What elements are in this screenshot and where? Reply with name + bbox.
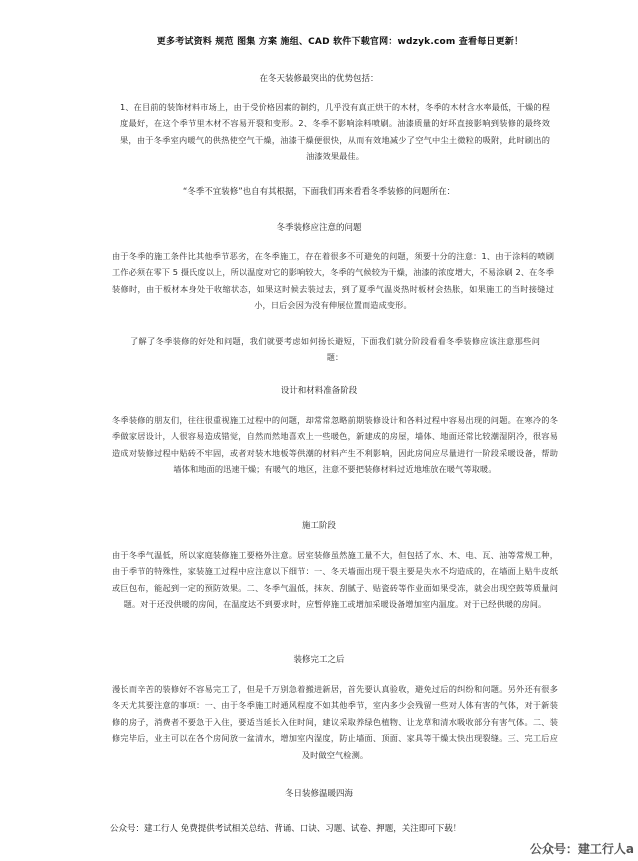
design-paragraph: 冬季装修的朋友们，往往很重视施工过程中的问题，却常常忽略前期装修设计和各料过程中容易出现的问题。在寒冷的冬季做家居设计，人很容易造成错觉，自然而然地喜欢上一些暖色，新建成的房屋，墙体、地面还常比较潮湿阴冷，很容易造成对装修过程中贴砖不牢固，或者对装木地板等供潮的材料产生不利影响，因此房间应尽量进行一阶段采暖设备，帮助墙体和地面的迅速干燥；有暖气的地区，注意不要把装修材料过近地堆放在暖气等取暖。: [112, 415, 558, 475]
transition-text: “冬季不宜装修”也自有其根据，下面我们再来看看冬季装修的问题所在：: [182, 187, 456, 197]
after-paragraph: 漫长而辛苦的装修好不容易完工了，但是千万别急着搬进新居，首先要认真验收，避免过后的纠纷和问题。另外还有很多冬天尤其要注意的事项：一、由于冬季施工时通风程度不如其他季节，室内多少会残留一些对人体有害的气体，对于新装修的房子，消费者不要急于入住，要适当延长入住时间，建议采取养绿色植物、让龙草和清水吸收部分有害气体。二、装修完毕后，业主可以在各个房间放一盆清水，增加室内湿度，防止墙面、顶面、家具等干燥太快出现裂缝。三、完工后应及时做空气检测。: [112, 684, 558, 760]
construction-paragraph: 由于冬季气温低，所以家庭装修施工要格外注意。居室装修虽然施工量不大，但包括了水、木、电、瓦、油等常规工种，由于季节的特殊性，家装施工过程中应注意以下细节：一、冬天墙面出现干裂主要是失水不均造成的，在墙面上贴牛皮纸或巨包布，能起到一定的预防效果。二、冬季气温低，抹灰、刮腻子、贴瓷砖等作业面如果受冻，就会出现空鼓等质量问题。对于还没供暖的房间，在温度达不到要求时，应暂停施工或增加采暖设备增加室内温度。对于已经供暖的房间。: [112, 550, 558, 610]
footer-text: 公众号：建工行人 免费提供考试相关总结、背诵、口诀、习题、试卷、押题，关注即可下载！: [110, 824, 462, 834]
understanding-paragraph: 了解了冬季装修的好处和问题，我们就要考虑如何扬长避短，下面我们就分阶段看看冬季装修应该注意那些问题：: [130, 336, 540, 363]
header-banner: 更多考试资料 规范 图集 方案 施组、CAD 软件下载官网：wdzyk.com 查看每日更新！: [156, 37, 524, 47]
intro-paragraph: 1、在目前的装饰材料市场上，由于受价格因素的制约，几乎没有真正烘干的木材，冬季的木材含水率最低，干燥的程度最好，在这个季节里木材不容易开裂和变形。2、冬季不影响涂料喷刷。油漆质量的好坏直接影响到装修的最终效果，由于冬季室内暖气的供热使空气干燥，油漆干燥便很快，从而有效地减少了空气中尘土微粒的吸附，此时刷出的油漆效果最佳。: [120, 102, 550, 162]
construction-title: 施工阶段: [301, 521, 336, 531]
notes-paragraph: 由于冬季的施工条件比其他季节恶劣，在冬季施工，存在着很多不可避免的问题，须要十分的注意：1、由于涂料的喷刷工作必须在零下 5 摄氏度以上，所以温度对它的影响较大，冬季的气候较为干燥，油漆的浓度增大，不易涂刷 2、在冬季装修时，由于板材本身处于收缩状态，如果这时候去装过去，到了夏季气温炎热时板材会热胀，如果施工的当时接缝过小，日后会因为没有伸展位置而造成变形。: [112, 251, 554, 311]
notes-title: 冬季装修应注意的问题: [276, 223, 362, 233]
watermark-text: 公众号：建工行人a: [529, 842, 634, 856]
intro-title: 在冬天装修最突出的优势包括：: [259, 74, 379, 84]
after-title: 装修完工之后: [293, 655, 345, 665]
closing-title: 冬日装修温暖四海: [284, 789, 353, 799]
design-title: 设计和材料准备阶段: [280, 386, 358, 396]
